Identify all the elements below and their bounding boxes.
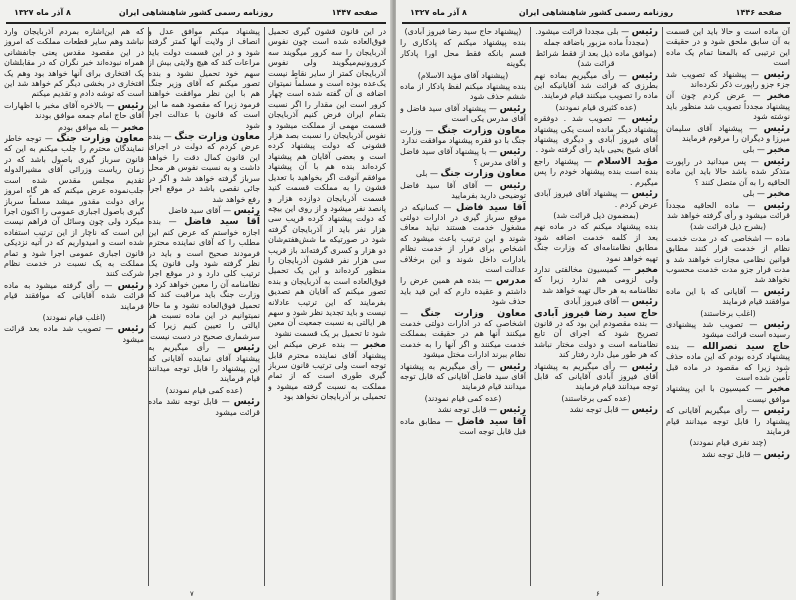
paragraph: رئیس — آقای فیروز آبادی [563, 296, 658, 308]
paragraph-text: اشخاصی که در ادارات دولتی خدمت میکنند آنها هم در حقیقت بمملکت خدمت میکنند و اگر آنها را به خدمت نظام ببرند ادارات مختل میشود [400, 318, 526, 360]
paragraph: رئیس — پس میدانید در راپورت متذکر شده باشد حالا باید این ماده الحاقیه را به آن متصل کنند ؟ [666, 155, 790, 187]
speaker-name: آقا سید فاضل [457, 415, 526, 427]
paragraph-text: (عده کمی قیام نمودند) [424, 393, 502, 403]
speaker-name: رئیس [499, 360, 526, 372]
page-header [6, 6, 386, 20]
paragraph: رئیس — ماده الحاقیه مجدداً قرائت میشود و رأی گرفته خواهد شد [666, 199, 790, 220]
paragraph-text: پس میدانید در راپورت متذکر شده باشد حالا باید این ماده الحاقیه را به آن متصل کنند ؟ [666, 156, 790, 187]
paragraph [400, 38, 526, 69]
speaker-name: مخبر [767, 90, 790, 102]
paragraph-text: عرض کردم چون آن پیشنهاد مجدداً تصویب شد منظور باید نوشته شود [666, 91, 790, 122]
speaker-name: رئیس [499, 102, 526, 114]
paragraph-text: بنده عرض کردم که دولت در اجرای این قانون کمال دقت را خواهد داشت و به نسبت نفوس هر محل سرباز گرفته خواهد شد و اگر در جائی نقصی باشد در موقع اجرا رفع خواهد شد [148, 132, 260, 204]
paragraph: مخبر — بنده عرض میکنم این پیشنهاد آقای نماینده محترم قابل توجه است ولی ترتیب قانون سرباز گیری طوری است که از تمام مملکت به نسبت گرفته میشود و تحمیلی بر آذربایجان نخواهد بود [268, 339, 386, 402]
paragraph: رئیس — رأی میگیریم آقایانی که پیشنهاد را قابل توجه میدانند قیام فرمایند [666, 405, 790, 437]
speaker-name: رئیس [499, 179, 526, 191]
paragraph-text: (بشرح ذیل قرائت شد) [689, 222, 767, 232]
paragraph: مخبر — بله موافق بودم [58, 121, 144, 133]
speaker-name: رئیس [499, 146, 526, 158]
paragraph-text: پیشنهاد که تصویب شد جزء جزو راپورت ذکر نکرده‌اند [666, 69, 790, 90]
speaker-name: معاون وزارت جنگ [56, 133, 144, 145]
newspaper-title: روزنامه رسمی کشور شاهنشاهی ایران [518, 8, 674, 17]
paragraph: رئیس — بلی مجدداً قرائت میشود. [535, 27, 658, 37]
paragraph-text: پیشنهاد میکنم موافق عدل و انصاف از ولایت آنها کمتر گرفته شود و در این قسمت دولت باید مراعات کند که هیچ ولایتی بیش از سهم خود تحمیل نشود و بنده تصور میکنم که آقای وزیر جنگ هم با این نظر موافقت خواهند فرمود زیرا که مقصود همه ما این است که قانون با عدالت اجرا شود [148, 27, 260, 130]
speaker-name: رئیس [631, 27, 658, 37]
text-column-2 [534, 27, 658, 586]
speaker-name: رئیس [233, 342, 260, 354]
newspaper-page-left [0, 0, 392, 600]
text-column-3 [4, 27, 144, 586]
paragraph: رئیس — رأی میگیریم بماده نهم بطرزی که قرائت شد آقایانیکه این ماده را تصویب میکنند قیام فرمایند. [534, 69, 658, 101]
paragraph [534, 38, 658, 69]
paragraph: رئیس — رأی میگیریم به پیشنهاد آقای نماینده آقایانی که این پیشنهاد را قابل توجه میدانند قیام فرمایند [148, 342, 260, 384]
speaker-name: رئیس [763, 122, 790, 134]
speaker-name: آقا سید فاضل [456, 201, 526, 213]
speaker-name: رئیس [763, 285, 790, 297]
text-column-1 [666, 27, 790, 586]
paragraph-text: کمیسیون با این پیشنهاد موافق نیست [666, 384, 790, 404]
page-footer-number: ۶ [596, 590, 600, 598]
newspaper-title: روزنامه رسمی کشور شاهنشاهی ایران [118, 8, 274, 17]
paragraph-text: توجه خاطر نمایندگان محترم را جلب میکنم به این که قانون سرباز گیری باصول باشد که در زمان ریاست وزرائی آقای مشیرالدوله تقدیم مجلس مقدس شده است جلب‌نموده عرض میکنم که هر گاه امروز برای دولت مقدور میشد مسلماً سرباز گیری باصول اجباری عمومی را اکنون اجرا میکرد ولی چون وسائل آن فراهم نیست این است که ناچار از این ترتیب استفاده شده است و امیدواریم که در آتیه نزدیکی قانون اجباری عمومی اجرا شود و تمام مملکت به یک نسبت در خدمت نظام شرکت کنند [4, 134, 144, 279]
speaker-name: رئیس [631, 188, 658, 200]
paragraph-text: پیشنهاد راجع بنده است بنده پیشنهاد خودم را پس میگیرم . [534, 156, 658, 187]
paragraph: آقا سید فاضل — کسانیکه در موقع سرباز گیری در ادارات دولتی مشغول خدمت هستند نباید معاف شوند و این ترتیب باعث میشود که اشخاص برای فرار از خدمت نظام بادارات داخل شوند و این برخلاف عدالت است [400, 201, 526, 274]
speaker-name: رئیس [631, 360, 658, 372]
column-divider [148, 27, 149, 586]
paragraph-text: بنده پیشنهاد کرده بودم که این ماده حذف شود زیرا که مقصود در ماده قبل تأمین شده است [666, 341, 790, 382]
paragraph-text: ماده الحاقیه مجدداً قرائت میشود و رأی گرفته خواهد شد [666, 200, 790, 220]
paragraph: مخبر — بلی [742, 188, 790, 200]
speaker-name: رئیس [499, 404, 526, 416]
paragraph [666, 222, 790, 232]
speaker-name: آقا سید فاضل [184, 216, 260, 228]
paragraph [534, 394, 658, 404]
paragraph [534, 103, 658, 113]
speaker-name: رئیس [117, 99, 144, 111]
speaker-name: رئیس [763, 448, 790, 460]
text-column-1 [268, 27, 386, 586]
paragraph: رئیس — آقای آقا سید فاضل توضیحی دارید بفرمایید [400, 179, 526, 201]
paragraph-text: بلی [415, 169, 428, 179]
paragraph-text: رأی میگیریم به پیشنهاد آقای سید فاضل آقایانی که قابل توجه میدانند قیام فرمایند [400, 361, 526, 392]
paragraph-text: بنده عرض میکنم این پیشنهاد آقای نماینده محترم قابل توجه است ولی ترتیب قانون سرباز گیری طوری است که از تمام مملکت به نسبت گرفته میشود و تحمیلی بر آذربایجان نخواهد بود [268, 340, 386, 402]
speaker-name: رئیس [763, 155, 790, 167]
paragraph-text: رأی گرفته میشود به ماده قرائت شده آقایانی که موافقند قیام فرمایند [4, 280, 144, 311]
paragraph-text: (اغلب قیام نمودند) [42, 312, 106, 322]
paragraph-text: آقایانی که با این ماده موافقند قیام فرمایند [666, 286, 790, 307]
paragraph-text: قابل توجه نشد [569, 405, 619, 415]
paragraph [666, 438, 790, 448]
paragraph-text: رأی میگیریم آقایانی که پیشنهاد را قابل توجه میدانند قیام فرمایند [666, 406, 790, 437]
paragraph-text: آقای فیروز آبادی [563, 297, 619, 307]
speaker-name: رئیس [631, 113, 658, 125]
paragraph: رئیس — تصویب شد . دوفقره پیشنهاد دیگر مانده است یکی پیشنهاد آقای فیروز آبادی و دیگری پیشنهاد آقای شیخ یحیی باید رأی گرفته شود . [534, 113, 658, 155]
paragraph [400, 82, 526, 103]
paragraph: رئیس — آقای سید فاضل [168, 204, 260, 216]
paragraph-text: بلی [742, 145, 755, 155]
paragraph-text: قابل توجه نشد [437, 405, 487, 415]
paragraph: رئیس — پیشنهاد که تصویب شد جزء جزو راپورت ذکر نکرده‌اند [666, 68, 790, 90]
speaker-name: معاون وزارت جنگ [174, 131, 260, 143]
paragraph: مخبر — عرض کردم چون آن پیشنهاد مجدداً تصویب شد منظور باید نوشته شود [666, 90, 790, 122]
speaker-name: رئیس [763, 405, 790, 417]
paragraph-text: پیشنهاد آقای فیروز آبادی عرض کردم . [534, 189, 658, 209]
paragraph [534, 222, 658, 264]
paragraph [400, 394, 526, 404]
paragraph-text: (مجدداً ماده مزبور باضافه جمله (موافق ماده ذیل بعد از فقط شرائط قرائت شد) [535, 38, 657, 69]
speaker-name: مخبر [767, 144, 790, 156]
paragraph: رئیس — رأی میگیریم به پیشنهاد آقای فیروز آبادی آقایانی که قابل توجه میدانند قیام فرمایند [534, 360, 658, 392]
speaker-name: رئیس [763, 68, 790, 80]
paragraph: رئیس — رأی میگیریم به پیشنهاد آقای سید فاضل آقایانی که قابل توجه میدانند قیام فرمایند [400, 360, 526, 392]
speaker-name: معاون وزارت جنگ [437, 124, 526, 136]
paragraph: مخبر — بلی [742, 144, 790, 156]
paragraph-text: ماده — اشخاصی که در مدت خدمت نظام از خدمت فرار کنند مطابق قوانین نظامی مجازات خواهند شد و مدت فرار جزو مدت خدمت محسوب نخواهد شد [666, 233, 790, 285]
paragraph-text: پیشنهاد آقای سلیمان میرزا و دیگران را مرقوم فرمایند [666, 123, 790, 144]
speaker-name: رئیس [233, 396, 260, 408]
paragraph-text: بنده پیشنهاد میکنم که پادکاری را قسم بانکه فقط محل اورا پادکار بگوینه [400, 38, 526, 69]
paragraph: رئیس — با پیشنهاد آقای سید فاضل و آقای مدرس ؟ [400, 146, 526, 167]
paragraph-text: بنده پیشنهاد میکنم که در ماده نهم بعد از کلمه خدمت اضافه شود مطابق نظامنامه‌ای که وزارت جنگ تهیه خواهد نمود [534, 222, 658, 263]
paragraph-text: (بمضمون ذیل قرائت شد) [553, 210, 639, 220]
paragraph-text: رأی میگیریم به پیشنهاد آقای فیروز آبادی آقایانی که قابل توجه میدانند قیام فرمایند [534, 361, 658, 392]
paragraph-text: تصویب شد پیشنهادی رسیده است قرائت میشود [666, 319, 790, 340]
paragraph-text: آقای آقا سید فاضل توضیحی دارید بفرمایید [400, 180, 526, 201]
paragraph: آقا سید فاضل — بنده اجازه خواستم که عرض کنم این مطلب را که آقای نماینده محترم فرمودند صحیح است و باید در نظر گرفته شود ولی قانون یک ترتیب کلی دارد و در موقع اجرا نظامنامه آن را معین خواهد کرد و وزارت جنگ باید مراقبت کند که تحمیل فوق‌العاده نشود و ما حالا نمیتوانیم در این ماده نسبت هر ایالتی را تعیین کنیم زیرا که سرشماری صحیح در دست نیست [148, 216, 260, 341]
paragraph-text: کمیسیون مخالفتی ندارد ولی لزومی هم ندارد زیرا که نظامنامه به هر حال تهیه خواهد شد [534, 264, 658, 295]
text-column-3 [400, 27, 526, 586]
paragraph-text: بالاخره آقای مخبر با اظهارات آقای حاج امام جمعه موافق بودند [4, 100, 144, 121]
paragraph [268, 27, 386, 339]
paragraph-text: بله موافق بودم [58, 122, 109, 132]
paragraph: رئیس — پیشنهاد آقای سلیمان میرزا و دیگران را مرقوم فرمایند [666, 122, 790, 144]
paragraph-text: در این قانون قشون گیری تحمیل فوق‌العاده شده است چون نفوس آذربایجان را سه کرور میگویند سه کرور‌ونیم‌میگویند ولی نفوس آذربایجان کمتر از سایر نقاط نیست یک‌عده بوده است و مسلماً نمیتوان اضافه ی آن گفته شده است چهار کرور است این مقدار را اگر نسبت بتمام ایران فرض کنیم آذربایجان قسمت مهمی از مملکت میشود و نفوس آذربایجان را نسبت بصد هزار قشونی که دولت پیشنهاد کرده است و بعضی آقایان هم پیشنهاد کرده‌اند بنده هم با آن پیشنهاد موافقم آنوقت اگر بخواهید با تعدیل قشون را به مملکت قسمت کنید قسمت آذربایجان دوازده هزار و پانصد نفر میشود و از روی این بیچه که دولت پیشنهاد کرده قریب سی هزار نفر باید از آذربایجان گرفته شود در صورتیکه ما شش‌هفتم‌شان دو هزار و کسری گرفته‌اند باز قریب سی هزار نفر قشون آذربایجان را منظور کرده‌اند و این یک تحمیل فوق‌العاده است به آذربایجان و بنده تصور میکنم که آقایان هم تصدیق بفرمایند که این ترتیب عادلانه نیست و باید تجدید نظر شود و سهم هر ایالتی به نسبت جمعیت آن معین شود تا تحمیل بر یک قسمت نشود [268, 27, 386, 338]
newspaper-page-right [396, 0, 796, 600]
paragraph-text: (اغلب برخاستند) [700, 308, 756, 318]
speaker-name: مؤید الاسلام [597, 155, 658, 167]
column-divider [530, 27, 531, 586]
paragraph-text: بنده مقصودم این بود که در قانون تصریح شود که اجرای آن تابع نظامنامه است و دولت مختار نباشد که هر طور میل دارد رفتار کند [534, 318, 658, 360]
paragraph-text: پیشنهاد آقای سید فاضل و آقای مدرس یکی است [400, 103, 526, 124]
paragraph: رئیس — قابل توجه نشد [701, 448, 790, 460]
speaker-name: رئیس [631, 69, 658, 81]
paragraph-text: بلی [742, 189, 755, 199]
issue-date: ۸ آذر ماه ۱۳۲۷ [410, 8, 467, 17]
paragraph: رئیس — قابل توجه نشد [437, 404, 526, 416]
paragraph: معاون وزارت جنگ — وزارت جنگ با دو فقره پیشنهاد موافقت ندارد [400, 124, 526, 146]
speaker-name: مخبر [363, 339, 386, 351]
paragraph: رئیس — بالاخره آقای مخبر با اظهارات آقای حاج امام جمعه موافق بودند [4, 99, 144, 121]
speaker-name: رئیس [117, 279, 144, 291]
speaker-name: حاج سید نصرالله [702, 340, 790, 352]
paragraph-text: (پیشنهاد آقای مؤید الاسلام) [417, 70, 509, 80]
paragraph-text: با پیشنهاد آقای سید فاضل و آقای مدرس ؟ [400, 147, 526, 167]
paragraph [666, 27, 790, 69]
column-divider [662, 27, 663, 586]
header-rule [402, 22, 790, 24]
speaker-name: رئیس [631, 296, 658, 308]
paragraph: رئیس — تصویب شد ماده بعد قرائت میشود [4, 323, 144, 344]
paragraph [148, 27, 260, 131]
paragraph [4, 313, 144, 323]
paragraph-text: بنده اجازه خواستم که عرض کنم این مطلب را که آقای نماینده محترم فرمودند صحیح است و باید در نظر گرفته شود ولی قانون یک ترتیب کلی دارد و در موقع اجرا نظامنامه آن را معین خواهد کرد و وزارت جنگ باید مراقبت کند که تحمیل فوق‌العاده نشود و ما حالا نمیتوانیم در این ماده نسبت هر ایالتی را تعیین کنیم زیرا که سرشماری صحیح در دست نیست [148, 217, 260, 341]
paragraph: مدرس — بنده هم همین عرض را داشتم و عقیده دارم که این قید باید حذف شود [400, 275, 526, 307]
paragraph [400, 27, 526, 37]
speaker-name: مدرس [496, 275, 526, 287]
paragraph [148, 386, 260, 396]
paragraph-text: رأی میگیریم بماده نهم بطرزی که قرائت شد آقایانیکه این ماده را تصویب میکنند قیام فرمایند. [534, 70, 658, 101]
paragraph: رئیس — رأی گرفته میشود به ماده قرائت شده آقایانی که موافقند قیام فرمایند [4, 279, 144, 311]
paragraph-text: (عده کمی برخاستند) [561, 393, 631, 403]
paragraph-text: که هم این‌اشاره بمردم آذربایجان وارد نباشد وهم سایر قطعات مملکت که امروز در این مقصود مقدس یعنی جانفشانی همراه نبوده‌اند خبر نگران که در مقابلشان یک افتخاری برای آنها خواهد بود وهم یک افتخاری در بخشی دیگر کم خواهد شد این است که توشه دادم و تقدیم میکنم [4, 27, 144, 99]
paragraph: رئیس — تصویب شد پیشنهادی رسیده است قرائت میشود [666, 318, 790, 340]
speaker-name: معاون وزارت جنگ [420, 307, 526, 319]
paragraph: حاج سید نصرالله — بنده پیشنهاد کرده بودم که این ماده حذف شود زیرا که مقصود در ماده قبل تأمین شده است [666, 340, 790, 382]
paragraph: حاج سید رضا فیروز آبادی — بنده مقصودم این بود که در قانون تصریح شود که اجرای آن تابع نظامنامه است و دولت مختار نباشد که هر طور میل دارد رفتار کند [534, 307, 658, 360]
speaker-name: مخبر [767, 383, 790, 395]
speaker-name: رئیس [631, 404, 658, 416]
paragraph: معاون وزارت جنگ — توجه خاطر نمایندگان محترم را جلب میکنم به این که قانون سرباز گیری باصول باشد که در زمان ریاست وزرائی آقای مشیرالدوله تقدیم مجلس مقدس شده است جلب‌نموده عرض میکنم که هر گاه امروز برای دولت مقدور میشد مسلماً سرباز گیری باصول اجباری عمومی را اکنون اجرا میکرد ولی چون وسائل آن فراهم نیست این است که ناچار از این ترتیب استفاده شده است و امیدواریم که در آتیه نزدیکی قانون اجباری عمومی اجرا شود و تمام مملکت به یک نسبت در خدمت نظام شرکت کنند [4, 133, 144, 279]
paragraph [666, 234, 790, 286]
speaker-name: حاج سید رضا فیروز آبادی [534, 307, 658, 319]
speaker-name: مخبر [635, 263, 658, 275]
paragraph-text: بنده پیشنهاد میکنم لفظ پادکار از ماده ششم حذف شود [400, 82, 526, 102]
speaker-name: مخبر [767, 188, 790, 200]
paragraph: معاون وزارت جنگ — بنده عرض کردم که دولت در اجرای این قانون کمال دقت را خواهد داشت و به نسبت نفوس هر محل سرباز گرفته خواهد شد و اگر در جائی نقصی باشد در موقع اجرا رفع خواهد شد [148, 131, 260, 204]
paragraph-text: آقای سید فاضل [168, 205, 221, 215]
paragraph [4, 27, 144, 100]
paragraph: مؤید الاسلام — پیشنهاد راجع بنده است بنده پیشنهاد خودم را پس میگیرم . [534, 155, 658, 187]
speaker-name: رئیس [763, 318, 790, 330]
paragraph-text: رأی میگیریم به پیشنهاد آقای نماینده آقایانی که این پیشنهاد را قابل توجه میدانند قیام فرمایند [148, 343, 260, 384]
paragraph-text: مطابق ماده قبل قابل توجه است [400, 416, 526, 437]
paragraph: رئیس — قابل توجه نشد [569, 404, 658, 416]
paragraph-text: قابل توجه نشد ماده قرائت میشود [148, 397, 260, 417]
paragraph: رئیس — پیشنهاد آقای فیروز آبادی عرض کردم . [534, 188, 658, 209]
paragraph-text: بنده هم همین عرض را داشتم و عقیده دارم که این قید باید حذف شود [400, 276, 526, 307]
page-number: صفحه ۱۴۴۶ [735, 8, 782, 17]
issue-date: ۸ آذر ماه ۱۳۲۷ [14, 8, 71, 17]
column-divider [264, 27, 265, 586]
speaker-name: معاون وزارت جنگ [440, 168, 526, 180]
paragraph: رئیس — پیشنهاد آقای سید فاضل و آقای مدرس یکی است [400, 102, 526, 124]
paragraph: رئیس — قابل توجه نشد ماده قرائت میشود [148, 396, 260, 417]
paragraph: مخبر — کمیسیون مخالفتی ندارد ولی لزومی هم ندارد زیرا که نظامنامه به هر حال تهیه خواهد شد [534, 263, 658, 295]
page-number: صفحه ۱۴۴۷ [331, 8, 378, 17]
paragraph-text: (عده کثیری قیام نمودند) [555, 102, 637, 112]
paragraph-text: کسانیکه در موقع سرباز گیری در ادارات دولتی مشغول خدمت هستند نباید معاف شوند و این ترتیب باعث میشود که اشخاص برای فرار از خدمت نظام بادارات داخل شوند و این برخلاف عدالت است [400, 202, 526, 274]
paragraph: معاون وزارت جنگ — بلی [415, 168, 526, 180]
paragraph: معاون وزارت جنگ — اشخاصی که در ادارات دولتی خدمت میکنند آنها هم در حقیقت بمملکت خدمت میکنند و اگر آنها را به خدمت نظام ببرند ادارات مختل میشود [400, 307, 526, 360]
page-footer-number: ۷ [190, 590, 194, 598]
text-column-2 [148, 27, 260, 586]
paragraph-text: تصویب شد . دوفقره پیشنهاد دیگر مانده است یکی پیشنهاد آقای فیروز آبادی و دیگری پیشنهاد آقای شیخ یحیی باید رأی گرفته شود . [534, 114, 658, 155]
speaker-name: رئیس [233, 204, 260, 216]
paragraph-text: تصویب شد ماده بعد قرائت میشود [4, 324, 144, 344]
header-rule [6, 22, 386, 24]
paragraph: رئیس — آقایانی که با این ماده موافقند قیام فرمایند [666, 285, 790, 307]
paragraph [534, 211, 658, 221]
speaker-name: رئیس [117, 323, 144, 335]
paragraph-text: بلی مجدداً قرائت میشود. [535, 27, 619, 36]
paragraph: مخبر — کمیسیون با این پیشنهاد موافق نیست [666, 383, 790, 404]
paragraph-text: قابل توجه نشد [701, 449, 751, 459]
paragraph-text: (چند نفری قیام نمودند) [689, 438, 767, 448]
paragraph: آقا سید فاضل — مطابق ماده قبل قابل توجه است [400, 415, 526, 437]
paragraph [666, 309, 790, 319]
paragraph-text: (عده کمی قیام نمودند) [165, 385, 243, 395]
page-header [402, 6, 790, 20]
paragraph-text: (پیشنهاد حاج سید رضا فیروز آبادی) [404, 27, 522, 36]
paragraph [400, 71, 526, 81]
paragraph-text: وزارت جنگ با دو فقره پیشنهاد موافقت ندارد [400, 125, 526, 146]
paragraph-text: آن ماده است و حالا باید این قسمت به آن سابق ملحق شود و در حقیقت این ترتیبی که بالمعنا تمام یک ماده است [666, 27, 790, 68]
speaker-name: رئیس [763, 199, 790, 211]
speaker-name: مخبر [121, 121, 144, 133]
